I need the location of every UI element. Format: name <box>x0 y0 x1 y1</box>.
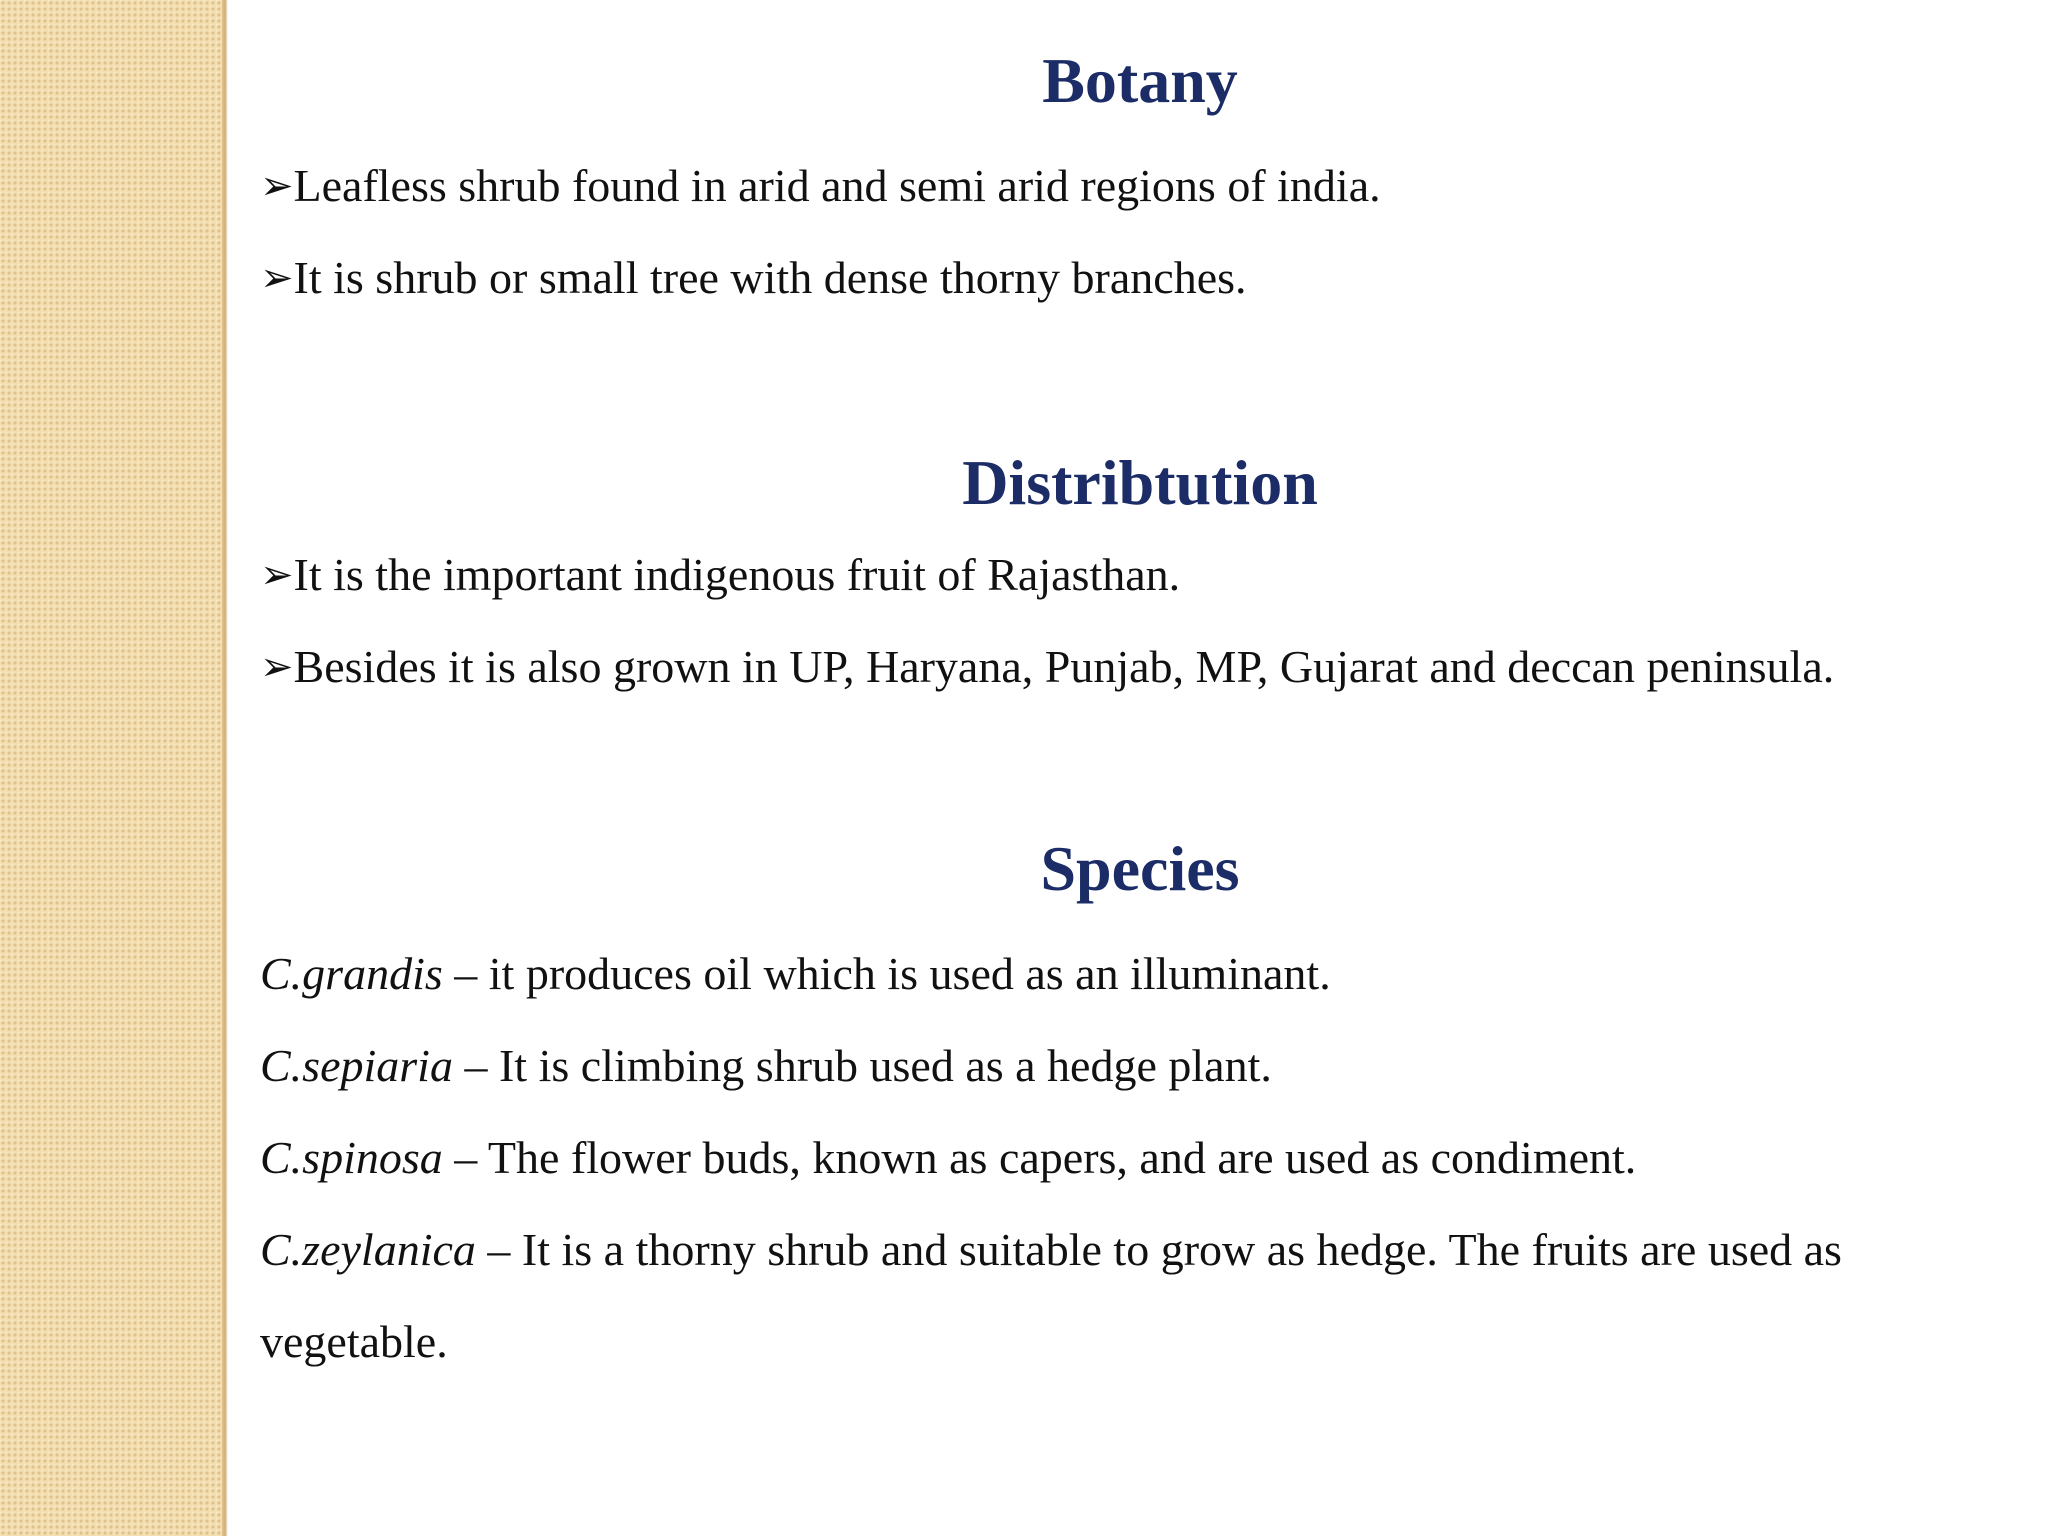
species-description: – The flower buds, known as capers, and are used as condiment. <box>442 1132 1637 1183</box>
species-name: C.sepiaria <box>260 1040 453 1091</box>
arrow-bullet-icon: ➢ <box>260 163 294 208</box>
distribution-bullet-1 <box>260 545 2020 605</box>
bullet-text: It is the important indigenous fruit of Rajasthan. <box>293 549 1181 600</box>
species-name: C.zeylanica <box>260 1224 476 1275</box>
species-description: – it produces oil which is used as an illuminant. <box>442 948 1331 999</box>
species-name: C.grandis <box>260 948 443 999</box>
species-item-zeylanica-continuation: vegetable. <box>260 1316 448 1367</box>
side-band-edge <box>222 0 228 1536</box>
species-heading: Species <box>1040 833 1240 904</box>
arrow-bullet-icon: ➢ <box>260 644 294 689</box>
botany-heading: Botany <box>1042 45 1238 116</box>
arrow-bullet-icon: ➢ <box>260 552 294 597</box>
botany-bullet-1 <box>260 156 2020 216</box>
slide-content <box>260 0 2020 1536</box>
botany-bullet-2 <box>260 248 2020 308</box>
distribution-heading: Distribtution <box>962 447 1318 518</box>
bullet-text: It is shrub or small tree with dense thorny branches. <box>293 252 1247 303</box>
distribution-bullet-2 <box>260 637 2020 697</box>
bullet-text: Besides it is also grown in UP, Haryana, Punjab, MP, Gujarat and deccan peninsula. <box>293 641 1835 692</box>
species-description: – It is climbing shrub used as a hedge plant. <box>452 1040 1272 1091</box>
species-item-spinosa <box>260 1128 2020 1188</box>
species-name: C.spinosa <box>260 1132 443 1183</box>
species-description: – It is a thorny shrub and suitable to grow as hedge. The fruits are used as <box>475 1224 1842 1275</box>
species-item-zeylanica <box>260 1220 2020 1280</box>
decorative-side-band <box>0 0 226 1536</box>
bullet-text: Leafless shrub found in arid and semi arid regions of india. <box>293 160 1381 211</box>
arrow-bullet-icon: ➢ <box>260 255 294 300</box>
species-item-grandis <box>260 944 2020 1004</box>
species-item-sepiaria <box>260 1036 2020 1096</box>
